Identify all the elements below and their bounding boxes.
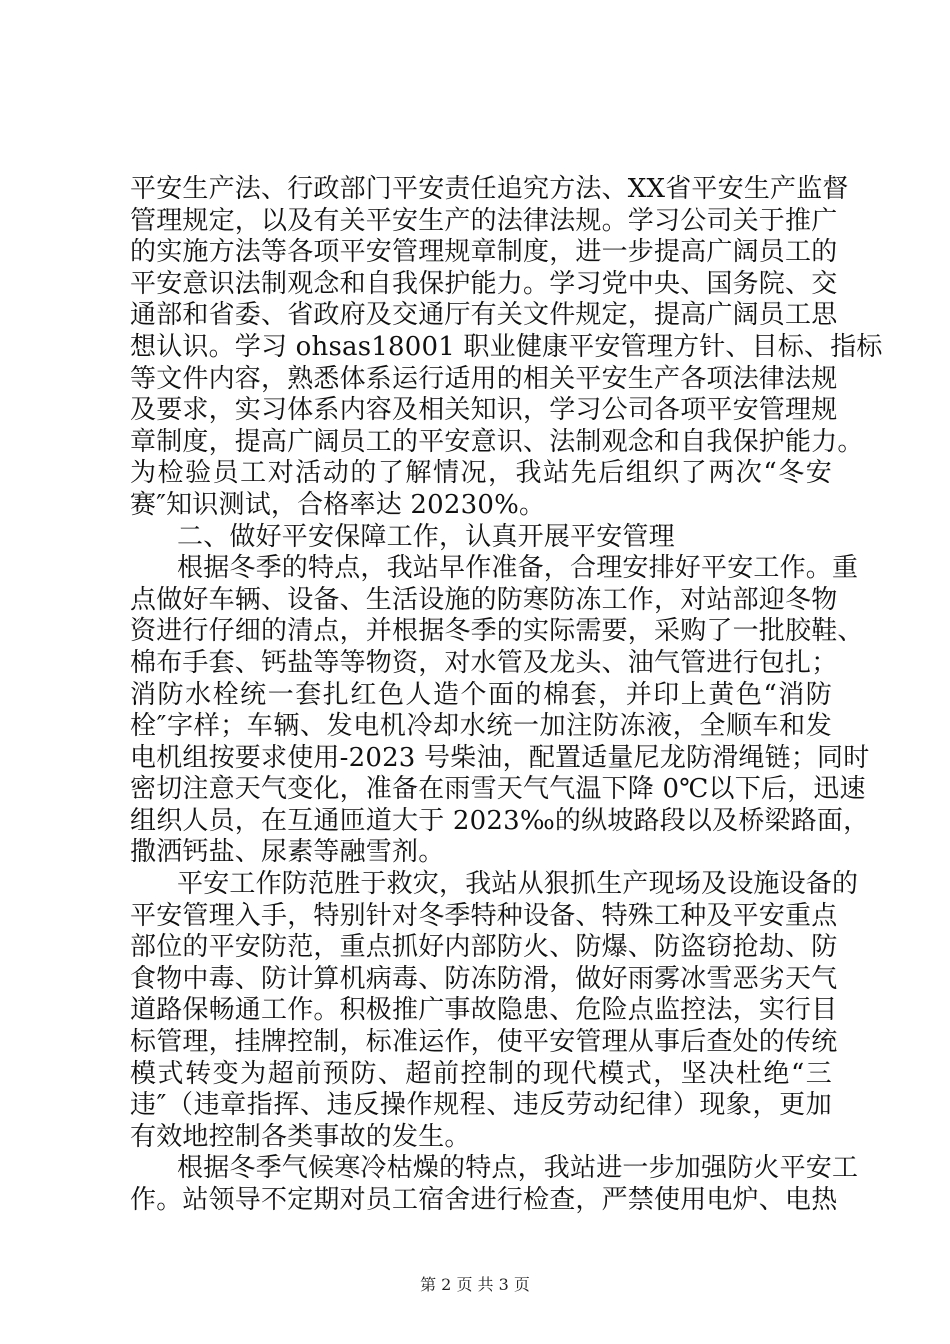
text-line: 栓″字样；车辆、发电机冷却水统一加注防冻液，全顺车和发 (130, 711, 832, 742)
text-line: 及要求，实习体系内容及相关知识，学习公司各项平安管理规 (130, 395, 838, 426)
text-line: 部位的平安防范，重点抓好内部防火、防爆、防盗窃抢劫、防 (130, 932, 838, 963)
text-line: 想认识。学习 ohsas18001 职业健康平安管理方针、目标、指标 (130, 331, 883, 362)
text-line: 道路保畅通工作。积极推广事故隐患、危险点监控法，实行目 (130, 995, 838, 1026)
text-line: 点做好车辆、设备、生活设施的防寒防冻工作，对站部迎冬物 (130, 584, 838, 615)
text-line: 组织人员，在互通匝道大于 2023‰的纵坡路段以及桥梁路面， (130, 805, 870, 836)
text-line: 的实施方法等各项平安管理规章制度，进一步提高广阔员工的 (130, 237, 838, 268)
page-footer: 第 2 页 共 3 页 (420, 1275, 530, 1294)
text-line: 等文件内容，熟悉体系运行适用的相关平安生产各项法律法规 (130, 363, 838, 394)
text-line: 模式转变为超前预防、超前控制的现代模式，坚决杜绝“三 (130, 1058, 832, 1089)
text-line: 有效地控制各类事故的发生。 (130, 1121, 471, 1152)
text-line: 作。站领导不定期对员工宿舍进行检查，严禁使用电炉、电热 (130, 1185, 838, 1215)
section-heading: 二、做好平安保障工作，认真开展平安管理 (177, 521, 675, 552)
text-line: 平安工作防范胜于救灾，我站从狠抓生产现场及设施设备的 (177, 869, 859, 900)
text-line: 管理规定，以及有关平安生产的法律法规。学习公司关于推广 (130, 205, 838, 236)
text-line: 食物中毒、防计算机病毒、防冻防滑，做好雨雾冰雪恶劣天气 (130, 963, 838, 994)
text-line: 棉布手套、钙盐等等物资，对水管及龙头、油气管进行包扎； (130, 647, 838, 678)
text-line: 通部和省委、省政府及交通厅有关文件规定，提高广阔员工思 (130, 300, 838, 331)
text-line: 标管理，挂牌控制，标准运作，使平安管理从事后查处的传统 (130, 1027, 838, 1058)
text-line: 资进行仔细的清点，并根据冬季的实际需要，采购了一批胶鞋、 (130, 616, 864, 647)
text-line: 根据冬季的特点，我站早作准备，合理安排好平安工作。重 (177, 553, 859, 584)
text-line: 违″（违章指挥、违反操作规程、违反劳动纪律）现象，更加 (130, 1090, 832, 1121)
document-body (130, 174, 883, 1217)
text-line: 平安管理入手，特别针对冬季特种设备、特殊工种及平安重点 (130, 900, 838, 931)
text-line: 章制度，提高广阔员工的平安意识、法制观念和自我保护能力。 (130, 426, 864, 457)
text-line: 消防水栓统一套扎红色人造个面的棉套，并印上黄色“消防 (130, 679, 832, 710)
text-line: 为检验员工对活动的了解情况，我站先后组织了两次“冬安 (130, 458, 832, 489)
text-line: 平安意识法制观念和自我保护能力。学习党中央、国务院、交 (130, 268, 838, 299)
text-line: 撒洒钙盐、尿素等融雪剂。 (130, 837, 445, 868)
text-line: 根据冬季气候寒冷枯燥的特点，我站进一步加强防火平安工 (177, 1153, 859, 1184)
text-line: 密切注意天气变化，准备在雨雪天气气温下降 0℃以下后，迅速 (130, 774, 866, 805)
text-line: 赛″知识测试，合格率达 20230%。 (130, 489, 546, 520)
text-line: 电机组按要求使用-2023 号柴油，配置适量尼龙防滑绳链；同时 (130, 742, 870, 773)
text-line: 平安生产法、行政部门平安责任追究方法、XX省平安生产监督 (130, 174, 849, 204)
